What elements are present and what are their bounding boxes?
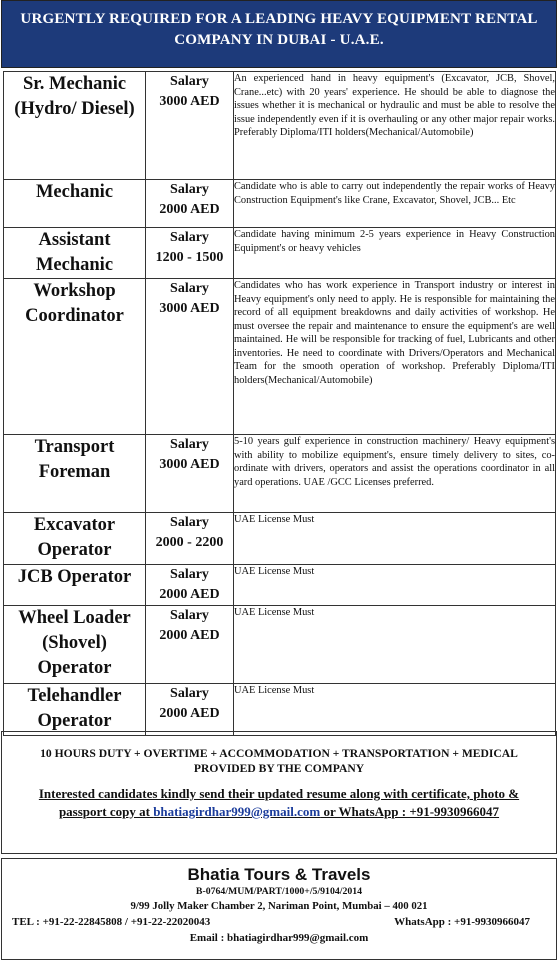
benefits-line-2: PROVIDED BY THE COMPANY <box>193 762 365 775</box>
salary-label: Salary <box>170 686 209 701</box>
job-title-line: Telehandler <box>27 686 122 706</box>
salary-label: Salary <box>170 74 209 89</box>
job-title-line: Sr. Mechanic <box>22 74 127 94</box>
job-salary <box>146 228 234 279</box>
job-salary <box>146 435 234 513</box>
header-line-2: COMPANY IN DUBAI - U.A.E. <box>174 32 384 48</box>
salary-label: Salary <box>170 567 209 582</box>
job-title-line: Coordinator <box>25 306 124 326</box>
job-title-line: Operator <box>37 658 112 678</box>
job-title-line: Foreman <box>38 462 111 482</box>
company-address: 9/99 Jolly Maker Chamber 2, Nariman Point, Mumbai – 400 021 <box>130 900 428 912</box>
job-title <box>4 279 146 435</box>
job-description: Candidates who has work experience in Transport industry or interest in Heavy equipment's only need to apply. He is responsible for maintaining the record of all equipment breakdowns and daily activities of workshop. He must oversee the repair and maintenance to ensure the equipment's are well maintained. He will be responsible for tracking of fuel, Lubricants and other inventories. He need to coordinate with Drivers/Operators and Mechanical Team for the smooth operation of workshop. Preferably Diploma/ITI holders(Mechanical/Automobile) <box>234 279 556 435</box>
job-salary <box>146 684 234 736</box>
salary-amount: 2000 - 2200 <box>155 535 224 550</box>
job-title-line: Wheel Loader <box>18 608 131 628</box>
job-description: UAE License Must <box>234 684 556 736</box>
salary-label: Salary <box>170 182 209 197</box>
job-description: Candidate having minimum 2-5 years experience in Heavy Construction Equipment's or heavy vehicles <box>234 228 556 279</box>
header-line-1: URGENTLY REQUIRED FOR A LEADING HEAVY EQUIPMENT RENTAL <box>20 11 538 27</box>
job-salary <box>146 180 234 228</box>
job-title <box>4 684 146 736</box>
job-title <box>4 72 146 180</box>
apply-email-link[interactable]: bhatiagirdhar999@gmail.com <box>153 804 321 819</box>
salary-amount: 3000 AED <box>159 94 220 109</box>
job-title <box>4 435 146 513</box>
salary-label: Salary <box>170 437 209 452</box>
job-row <box>4 513 556 565</box>
job-description: UAE License Must <box>234 565 556 606</box>
job-title <box>4 180 146 228</box>
job-title-line: (Hydro/ Diesel) <box>14 99 135 119</box>
job-description: Candidate who is able to carry out independently the repair works of Heavy Construction Equipment's like Crane, Excavator, Shovel, JCB... Etc <box>234 180 556 228</box>
apply-line-1: Interested candidates kindly send their updated resume along with certificate, photo & <box>38 786 520 801</box>
job-title <box>4 513 146 565</box>
job-title-line: Operator <box>37 711 112 731</box>
job-row <box>4 279 556 435</box>
benefits-section <box>1 731 557 854</box>
footer-contact <box>1 858 557 960</box>
salary-amount: 2000 AED <box>159 587 220 602</box>
job-title <box>4 606 146 684</box>
salary-amount: 3000 AED <box>159 457 220 472</box>
telephone-numbers: TEL : +91-22-22845808 / +91-22-22020043 <box>12 916 211 928</box>
salary-label: Salary <box>170 230 209 245</box>
salary-amount: 2000 AED <box>159 628 220 643</box>
job-title-line: Transport <box>34 437 115 457</box>
job-title-line: Assistant <box>38 230 111 250</box>
job-salary <box>146 513 234 565</box>
salary-label: Salary <box>170 515 209 530</box>
job-description: UAE License Must <box>234 606 556 684</box>
job-title-line: Excavator <box>33 515 116 535</box>
apply-line-2: passport copy at bhatiagirdhar999@gmail.com or WhatsApp : +91-9930966047 <box>58 804 500 819</box>
job-row <box>4 180 556 228</box>
job-advertisement <box>1 0 557 960</box>
job-title-line: Mechanic <box>35 255 114 275</box>
job-salary <box>146 279 234 435</box>
job-row <box>4 684 556 736</box>
job-row <box>4 565 556 606</box>
header-banner <box>1 0 557 68</box>
license-number: B-0764/MUM/PART/1000+/5/9104/2014 <box>195 886 363 897</box>
job-title-line: Operator <box>37 540 112 560</box>
job-description: An experienced hand in heavy equipment's (Excavator, JCB, Shovel, Crane...etc) with 20 years' experience. He should be able to diagnose the issues whether it is mechanical or hydraulic and must be able to resolve the issue independently even if it is overhauling or any other major repair works. Preferably Diploma/ITI holders(Mechanical/Automobile) <box>234 72 556 180</box>
benefits-line-1: 10 HOURS DUTY + OVERTIME + ACCOMMODATION + TRANSPORTATION + MEDICAL <box>40 747 518 760</box>
job-salary <box>146 606 234 684</box>
contact-phones <box>2 914 556 930</box>
jobs-table <box>3 71 556 736</box>
job-row <box>4 435 556 513</box>
salary-amount: 3000 AED <box>159 301 220 316</box>
salary-amount: 2000 AED <box>159 202 220 217</box>
contact-email: Email : bhatiagirdhar999@gmail.com <box>189 932 369 944</box>
company-name: Bhatia Tours & Travels <box>187 865 371 884</box>
job-title-line: Mechanic <box>35 182 114 202</box>
job-row <box>4 72 556 180</box>
salary-label: Salary <box>170 281 209 296</box>
salary-label: Salary <box>170 608 209 623</box>
job-title-line: Workshop <box>33 281 116 301</box>
job-description: 5-10 years gulf experience in construction machinery/ Heavy equipment's with ability to mobilize equipment's, ensure timely delivery to sites, co-ordinate with drivers, operators and assist the operations coordinator in all yard operations. UAE /GCC Licenses preferred. <box>234 435 556 513</box>
salary-amount: 2000 AED <box>159 706 220 721</box>
job-salary <box>146 565 234 606</box>
job-title-line: JCB Operator <box>17 567 132 587</box>
job-row <box>4 228 556 279</box>
salary-amount: 1200 - 1500 <box>155 250 224 265</box>
job-salary <box>146 72 234 180</box>
job-row <box>4 606 556 684</box>
job-title <box>4 228 146 279</box>
job-description: UAE License Must <box>234 513 556 565</box>
job-title-line: (Shovel) <box>42 633 107 653</box>
whatsapp-number: WhatsApp : +91-9930966047 <box>394 916 530 928</box>
apply-instructions <box>2 785 556 821</box>
job-title <box>4 565 146 606</box>
